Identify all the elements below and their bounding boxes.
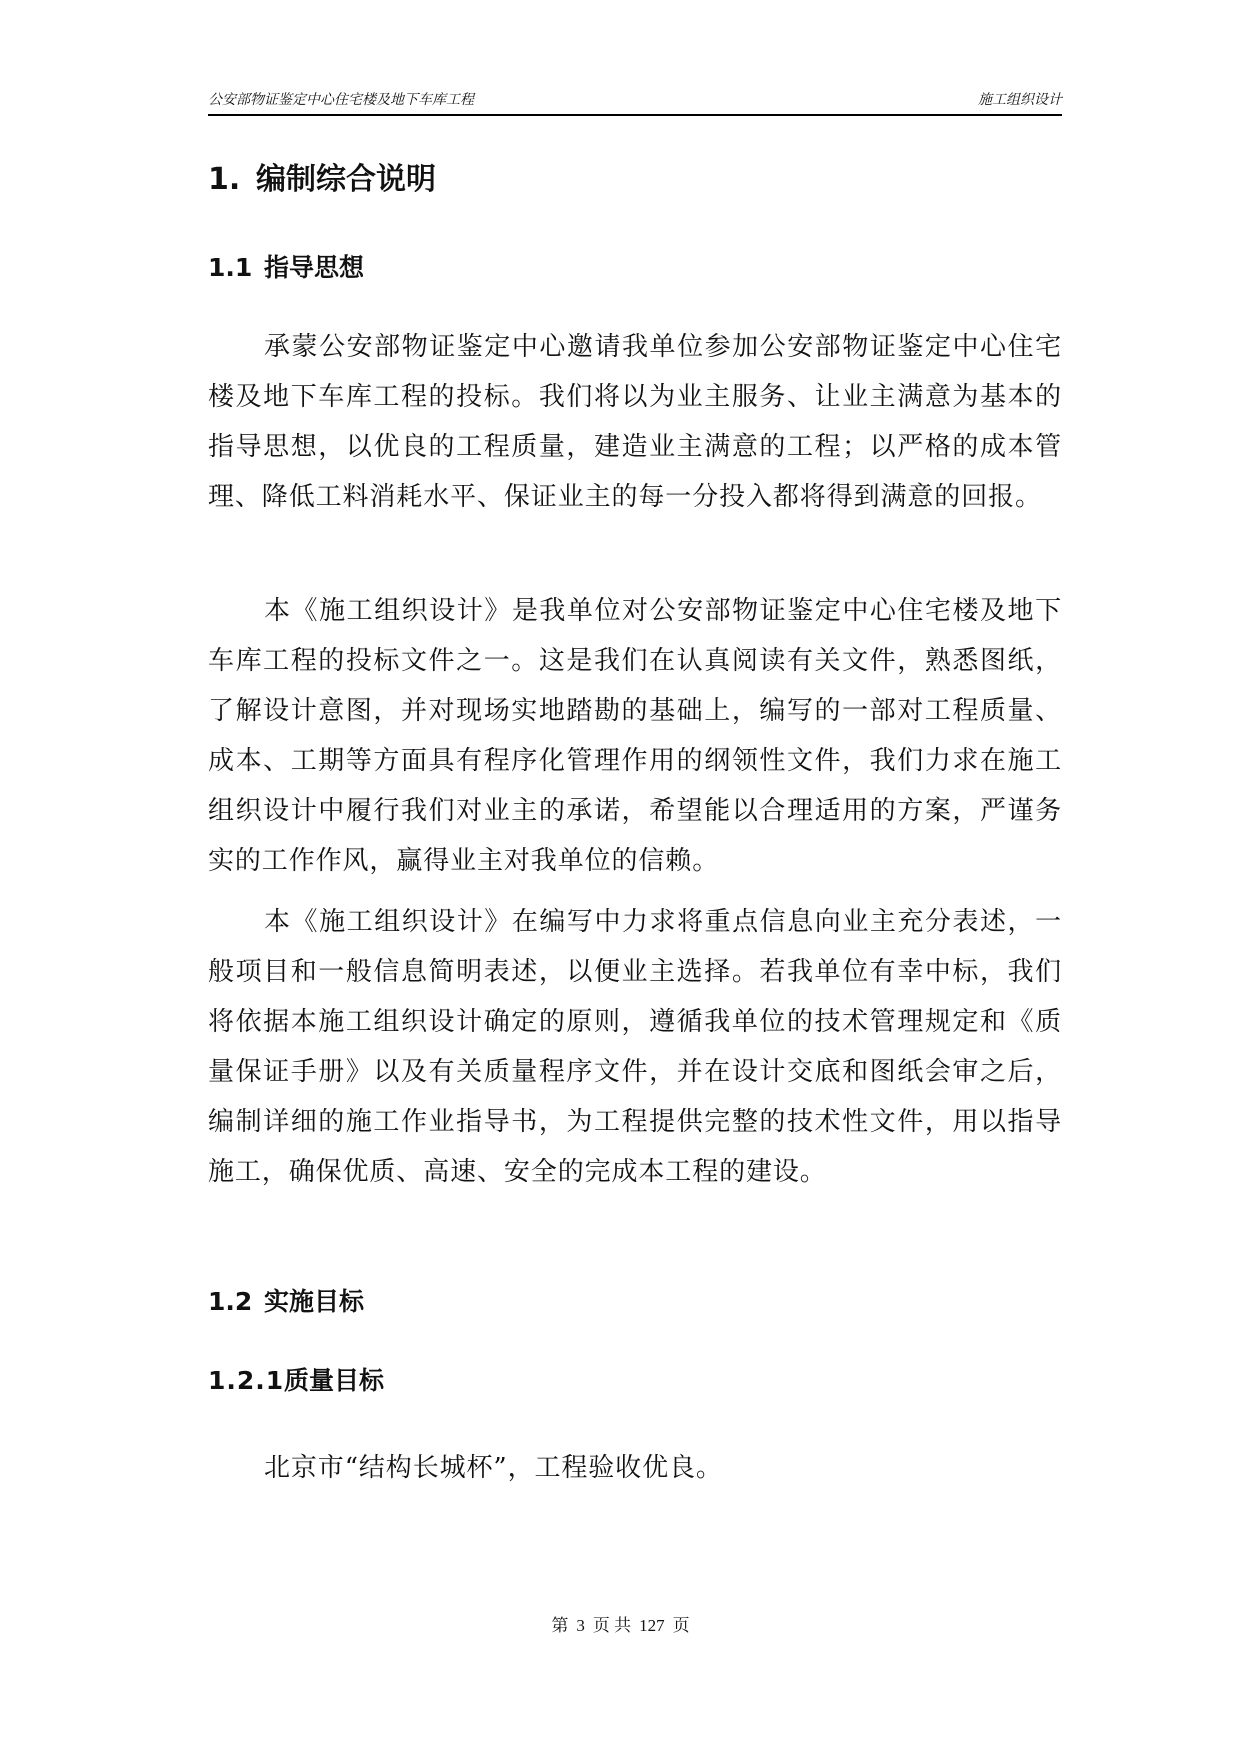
- footer-suffix: 页: [672, 1616, 690, 1635]
- page-total: 127: [639, 1616, 665, 1635]
- section-heading-1-1: [208, 250, 364, 286]
- page-number: 3: [576, 1616, 585, 1635]
- footer-middle: 页 共: [592, 1616, 632, 1635]
- section-title: 质量目标: [284, 1366, 385, 1395]
- section-heading-1: [208, 160, 436, 200]
- header-project-title: 公安部物证鉴定中心住宅楼及地下车库工程: [208, 92, 474, 108]
- section-number: 1.2: [208, 1287, 253, 1316]
- section-number: 1.2.1: [208, 1366, 285, 1395]
- page-header: [208, 90, 1062, 110]
- footer-prefix: 第: [551, 1616, 569, 1635]
- section-heading-1-2: [208, 1284, 364, 1320]
- body-paragraph: 本《施工组织设计》在编写中力求将重点信息向业主充分表述，一般项目和一般信息简明表述，以便业主选择。若我单位有幸中标，我们将依据本施工组织设计确定的原则，遵循我单位的技术管理规定和《质量保证手册》以及有关质量程序文件，并在设计交底和图纸会审之后，编制详细的施工作业指导书，为工程提供完整的技术性文件，用以指导施工，确保优质、高速、安全的完成本工程的建设。: [208, 907, 1062, 1187]
- section-number: 1.: [208, 162, 241, 197]
- header-divider: [208, 114, 1062, 116]
- section-heading-1-2-1: [208, 1363, 384, 1399]
- body-paragraph: 承蒙公安部物证鉴定中心邀请我单位参加公安部物证鉴定中心住宅楼及地下车库工程的投标。我们将以为业主服务、让业主满意为基本的指导思想，以优良的工程质量，建造业主满意的工程；以严格的成本管理、降低工料消耗水平、保证业主的每一分投入都将得到满意的回报。: [208, 332, 1062, 512]
- header-doc-type: 施工组织设计: [978, 92, 1062, 108]
- body-paragraph: 本《施工组织设计》是我单位对公安部物证鉴定中心住宅楼及地下车库工程的投标文件之一。这是我们在认真阅读有关文件，熟悉图纸，了解设计意图，并对现场实地踏勘的基础上，编写的一部对工程质量、成本、工期等方面具有程序化管理作用的纲领性文件，我们力求在施工组织设计中履行我们对业主的承诺，希望能以合理适用的方案，严谨务实的工作作风，赢得业主对我单位的信赖。: [208, 596, 1062, 876]
- section-title: 指导思想: [264, 253, 365, 282]
- page-footer: [0, 1614, 1241, 1638]
- section-number: 1.1: [208, 253, 253, 282]
- section-title: 编制综合说明: [256, 162, 436, 197]
- section-title: 实施目标: [264, 1287, 365, 1316]
- quality-target-text: 北京市“结构长城杯”，工程验收优良。: [264, 1453, 723, 1483]
